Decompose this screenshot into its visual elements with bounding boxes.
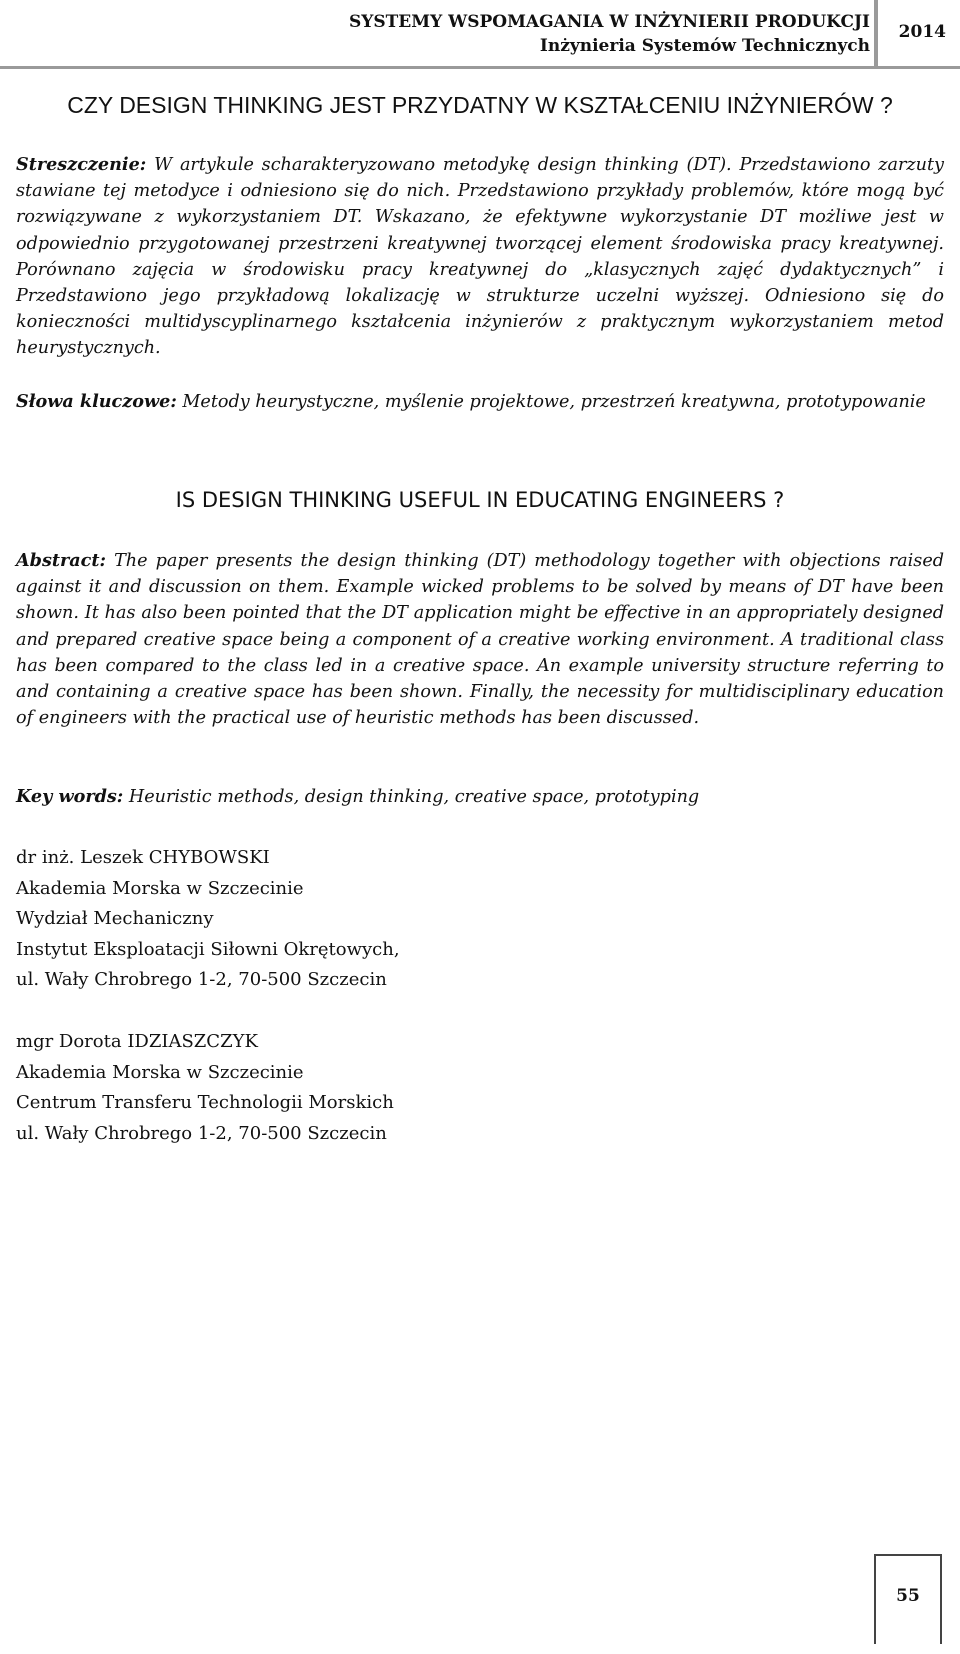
page-number: 55 (896, 1586, 920, 1606)
header-rule (0, 66, 960, 69)
abstract-english-label: Abstract: (16, 550, 106, 571)
author-1-line: Instytut Eksploatacji Siłowni Okrętowych, (16, 938, 400, 960)
author-2-line: Centrum Transferu Technologii Morskich (16, 1092, 394, 1114)
journal-section: Inżynieria Systemów Technicznych (539, 36, 870, 56)
title-english: IS DESIGN THINKING USEFUL IN EDUCATING ENGINEERS ? (175, 488, 785, 512)
abstract-polish-text: W artykule scharakteryzowano metodykę design thinking (DT). Przedstawiono zarzuty stawiane tej metodyce i odniesiono się do nich. Przedstawiono przykłady problemów, które mogą być rozwiązywane z wykorzystaniem DT. Wskazano, że efektywne wykorzystanie DT możliwe jest w odpowiednio przygotowanej przestrzeni kreatywnej tworzącej element środowiska pracy kreatywnej. Porównano zajęcia w środowisku pracy kreatywnej do „klasycznych zajęć dydaktycznych” i Przedstawiono jego przykładową lokalizację w strukturze uczelni wyższej. Odniesiono się do konieczności multidyscyplinarnego kształcenia inżynierów z praktycznym wykorzystaniem metod heurystycznych. (16, 155, 944, 359)
page-header (0, 0, 960, 70)
abstract-english (16, 548, 944, 731)
keywords-polish-label: Słowa kluczowe: (16, 391, 177, 412)
keywords-english (16, 784, 944, 810)
title-polish: CZY DESIGN THINKING JEST PRZYDATNY W KSZTAŁCENIU INŻYNIERÓW ? (67, 92, 893, 118)
author-1-name: dr inż. Leszek CHYBOWSKI (16, 847, 270, 868)
author-2-line: ul. Wały Chrobrego 1-2, 70-500 Szczecin (16, 1122, 387, 1144)
author-1-line: ul. Wały Chrobrego 1-2, 70-500 Szczecin (16, 969, 387, 991)
author-1-line: Wydział Mechaniczny (16, 908, 214, 930)
abstract-polish-label: Streszczenie: (16, 154, 147, 175)
keywords-english-text: Heuristic methods, design thinking, creative space, prototyping (128, 787, 700, 807)
keywords-polish (16, 389, 944, 415)
header-text (349, 10, 870, 58)
author-1-line: Akademia Morska w Szczecinie (16, 877, 304, 899)
author-2-name: mgr Dorota IDZIASZCZYK (16, 1031, 258, 1052)
author-2-line: Akademia Morska w Szczecinie (16, 1061, 304, 1083)
author-1-affiliation (16, 843, 400, 996)
abstract-english-text: The paper presents the design thinking (DT) methodology together with objections raised against it and discussion on them. Example wicked problems to be solved by means of DT have been shown. It has also been pointed that the DT application might be effective in an appropriately designed and prepared creative space being a component of a creative working environment. A traditional class has been compared to the class led in a creative space. An example university structure referring to and containing a creative space has been shown. Finally, the necessity for multidisciplinary education of engineers with the practical use of heuristic methods has been discussed. (16, 551, 944, 729)
header-year: 2014 (898, 22, 946, 42)
journal-title: SYSTEMY WSPOMAGANIA W INŻYNIERII PRODUKCJI (348, 12, 870, 32)
header-divider (874, 0, 878, 68)
keywords-english-label: Key words: (16, 786, 124, 807)
author-2-affiliation (16, 1027, 394, 1149)
abstract-polish (16, 152, 944, 362)
page-number-box (874, 1554, 942, 1644)
keywords-polish-text: Metody heurystyczne, myślenie projektowe, przestrzeń kreatywna, prototypowanie (182, 392, 926, 412)
